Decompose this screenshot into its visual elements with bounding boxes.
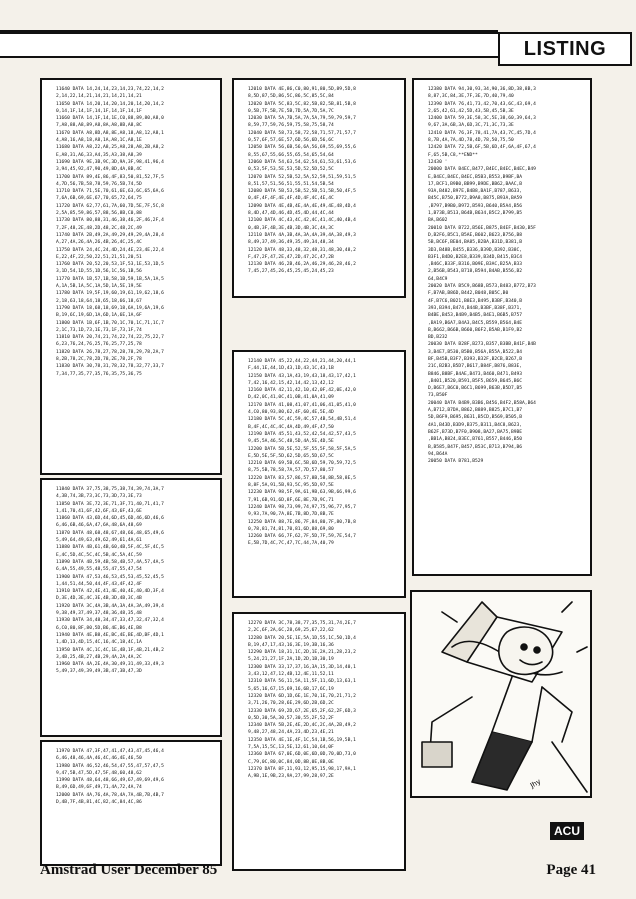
listing-column-6 — [232, 612, 406, 871]
cartoon-drawing — [412, 592, 592, 798]
listing-column-7 — [412, 78, 592, 576]
listing-column-2 — [40, 478, 222, 737]
listing-text-2: 11840 DATA 37,75,38,75,38,74,39,74,3A,7 4,3B,74,3B,73,3C,73,3D,73,3E,73 11850 DATA 3E,72,3E,71,3F,71,40,71,41,7 1,41,70,41,6F,42,6F,43,6F,43,6E 11860 DATA 43,6D,44,6D,45,6D,46,6D,46,6 6,46,6B,46,6A,47,6A,48,6A,48,69 11870 DATA 48,68,48,67,48,66,48,65,49,6 5,49,64,49,63,49,62,49,61,4A,61 11880 DATA 4B,61,4B,60,4B,5F,4C,5F,4C,5 E,4C,5D,4C,5C,4C,5B,4C,5A,4C,59 11890 DATA 4B,59,4B,58,4B,57,4A,57,4A,5 6,4A,55,49,55,48,55,47,55,47,54 11900 DATA 47,53,46,53,45,53,45,52,45,5 1,44,51,44,50,44,4F,43,4F,42,4F 11910 DATA 42,4E,41,4E,40,4E,40,4D,3F,4 D,3E,4D,3E,4C,3E,4B,3D,4B,3C,4B 11920 DATA 3C,4A,3B,4A,3A,4A,3A,49,39,4 9,38,49,37,49,37,48,36,48,35,48 11930 DATA 34,48,34,47,33,47,32,47,32,4 6,C0,80,8F,80,5D,B6,4E,B6,4E,B8 11940 DATA 4E,B8,4E,BC,4E,BE,4D,BF,4D,1 1,4D,13,4D,15,4C,16,4C,18,4C,1A 11950 DATA 4C,1C,4C,1E,4B,1F,4B,21,4B,2 3,4B,25,4B,27,4B,29,4A,2A,4A,2C 11960 DATA 4A,2E,4A,30,49,31,49,33,49,3 5,49,37,49,39,49,3B,47,3B,47,3D — [56, 487, 164, 675]
cartoon-illustration — [410, 590, 592, 798]
listing-text-3: 11970 DATA 47,3F,47,41,47,43,47,45,46,4 6,46,48,46,4A,46,4C,46,4E,46,50 11980 DATA 46,52,46,54,47,55,47,57,47,5 9,47,5B,47,5D,47,5F,48,60,48,62 11990 DATA 48,64,48,66,49,67,49,69,49,6 B,49,6D,49,6F,49,71,4A,72,4A,74 12000 DATA 4A,76,4A,78,4A,7A,4B,7B,4B,7 D,4B,7F,4B,81,4C,82,4C,84,4C,86 — [56, 749, 164, 806]
listing-text-5: 12140 DATA 45,22,44,22,44,21,44,20,44,1 F,44,1E,44,1D,43,1D,43,1C,43,1B 12150 DATA 43,1A,43,19,43,18,43,17,42,1 7,42,16,42,15,42,14,42,13,42,12 12160 DATA 42,11,42,10,42,0F,42,0E,42,0 D,42,0C,41,0C,41,0B,41,0A,41,09 12170 DATA 41,08,41,07,41,06,41,05,41,0 4,C0,80,93,80,62,4F,60,4E,5E,4D 12180 DATA 5C,4C,59,4C,57,4B,54,4B,51,4 B,4F,4C,4C,4C,4A,4D,49,4F,47,50 12190 DATA 45,51,43,52,42,54,42,57,43,5 9,45,5A,46,5C,48,5D,4A,5E,4D,5E 12200 DATA 5B,5E,52,5F,55,5F,58,5F,5A,5 E,5D,5E,5F,5D,62,5D,65,5D,67,5C 12210 DATA 69,5B,6C,5B,6D,59,70,59,72,5 8,75,5B,78,58,7A,57,7D,57,80,57 12220 DATA 83,57,86,57,8B,58,8B,58,8E,5 8,8F,5A,91,5B,93,5C,95,5D,97,5E 12230 DATA 98,5F,9A,61,9B,63,9B,66,99,6 7,91,6B,91,6D,8F,6E,8E,7B,9C,71 12240 DATA 98,73,99,74,97,75,96,77,95,7 9,93,7A,90,7A,8E,7B,8D,7D,8B,7E 12250 DATA 88,7E,86,7F,84,80,7F,80,7B,8 0,78,81,74,81,70,81,6D,88,69,80 12260 DATA 66,7F,62,7F,5D,7F,59,7E,54,7 E,5B,7D,4C,7C,47,7C,44,7A,40,79 — [248, 359, 356, 547]
page-number: Page 41 — [546, 862, 596, 878]
listing-text-7: 12380 DATA 94,30,93,34,90,36,8D,38,8B,3 8,87,3C,84,3E,7F,3E,7D,40,79,40 12390 DATA 76,41,73,42,70,43,6C,43,69,4 2,65,42,61,42,5D,43,5B,45,5B,3E 12400 DATA 59,3E,58,3C,5E,38,60,39,64,3 9,67,3A,6B,3A,6D,3C,71,3C,73,3E 12410 DATA 76,3F,78,41,7A,43,7C,45,7D,4 8,7B,4A,7A,4D,78,4D,78,50,75,50 12420 DATA 72,5B,6F,5B,6D,4F,6A,4F,67,4 F,65,5B,C8,**END** 12430 ' 20000 DATA B4EC,B477,B4EC,B4EC,B4EC,B49 E,B4EC,B4EC,B4EC,B5B3,B553,B9BF,BA 17,BCF1,B9B0,BB99,B9DE,BB62,BAAC,B 93A,B482,B97E,B4B8,BA1F,B787,B633, B45C,B750,B772,B9A8,B875,B93A,BA59 ,B797,B9B0,B972,B593,B640,B5A4,B56 1,B73B,B513,B64B,B634,B5C2,B799,B5 BA,B602 20010 DATA B722,B56E,B875,B4EF,B430,B5F D,B2F6,B5C1,B5AE,B602,B623,B756,B8 5B,BC6F,BE04,BA85,B2BA,B31D,B381,B 3D3,B48B,B455,B336,B39D,B392,B38C, B3F1,B4D0,B2E8,B339,B34D,B415,B3C4 ,B46C,B33F,B316,B09E,B3AC,B25A,B33 2,B56B,B543,B718,B594,B4AB,B556,B2 64,B4C9 20020 DATA B5C9,B68B,B573,B483,B772,B73 F,B7AB,B86D,B442,B048,B05C,B0 4F,B7C6,B021,B8E3,B495,B3BF,B340,B 393,B394,B474,B44B,B3BF,B38F,B371, B4BE,B453,B4B9,B4B5,B4E1,B6B5,B757 ,BA19,B6A7,B4A3,B4C5,B559,B564,B4E B,B662,B66B,B660,B6F2,B5AB,B1F9,B2 BD,B232 20030 DATA B28F,B273,B357,B3BB,B41F,B4B 3,B4E7,B530,B5B0,B56A,B55A,B522,B4 BF,B45B,B3F7,B393,B32F,B2CB,B267,B 21C,B2B3,B5D7,B617,B84F,B876,B83E, B846,B8BF,B4AE,B473,B460,B471,B493 ,B401,B520,B591,B5F5,B659,B645,B6C D,B6E7,B6C0,B6C1,B699,B63B,B5D7,B5 73,B50F 20040 DATA B4B9,B3B6,B456,B4F2,B58A,B64 A,B712,B7DA,B862,B889,B825,B7C1,B7 5D,B6F9,B695,B631,B5CD,B569,B505,B 4A1,B43D,B3D9,B375,B311,B4C8,B623, B62F,B73D,B7F0,B908,BA27,BA75,B9BE ,BB1A,B824,B3EC,B761,B557,B446,B50 B,B585,B47F,B457,B53C,B713,B794,B6 94,B64A 20050 DATA B781,B529 — [428, 87, 536, 465]
magazine-footer: Amstrad User December 85 — [40, 862, 218, 878]
listing-column-5 — [232, 350, 406, 598]
listing-text-4: 12010 DATA 4E,86,C0,80,91,80,5D,89,5D,8 8,5D,87,5D,86,5C,86,5C,85,5C,84 12020 DATA 5C,83,5C,82,5B,82,5B,81,5B,8 0,5B,7F,5B,7E,5B,7D,5A,7D,5A,7C 12030 DATA 5A,7B,5A,7A,5A,79,59,79,59,7 8,59,77,59,76,59,75,58,75,58,74 12040 DATA 58,73,58,72,58,71,57,71,57,7 0,57,6F,57,6E,57,6D,56,6D,56,6C 12050 DATA 56,6B,56,6A,56,69,55,69,55,6 8,55,67,55,66,55,65,54,65,54,64 12060 DATA 54,63,54,62,54,61,53,61,53,6 0,53,5F,53,5E,53,5D,52,5D,52,5C 12070 DATA 52,5B,52,5A,52,59,51,59,51,5 8,51,57,51,56,51,55,51,54,5B,54 12080 DATA 5B,53,5B,52,5B,51,5B,50,4F,5 0,4F,4F,4F,4E,4F,4D,4F,4C,4E,4C 12090 DATA 4E,4B,4E,4A,4E,49,4E,48,4D,4 8,4D,47,4D,46,4D,45,4D,44,4C,44 12100 DATA 4C,43,4C,42,4C,41,4C,40,4B,4 0,4B,3F,4B,3E,4B,3D,4B,3C,4A,3C 12110 DATA 4A,3B,4A,3A,4A,39,4A,38,49,3 8,49,37,49,36,49,35,49,34,48,34 12120 DATA 48,33,48,32,48,31,48,30,48,2 F,47,2F,47,2E,47,2D,47,2C,47,2B 12130 DATA 46,2B,46,2A,46,29,46,28,46,2 7,45,27,45,26,45,25,45,24,45,23 — [248, 87, 356, 275]
section-label: LISTING — [498, 32, 632, 66]
cartoon-signature: Jhy — [529, 777, 543, 790]
listing-column-4 — [232, 78, 406, 298]
listing-column-3 — [40, 740, 222, 866]
publisher-badge: ACU — [550, 822, 584, 840]
listing-text-1: 11640 DATA 14,24,14,23,14,23,74,22,14,2 2,14,22,14,21,14,21,14,21,14,21 11650 DATA 14,20,14,20,14,20,14,20,14,2 0,14,1F,14,1F,14,1F,14,1F,14,1F 11660 DATA 14,1F,14,1E,C0,88,89,80,A8,0 7,A8,88,A8,89,A8,8A,A8,8B,A8,8C 11670 DATA A8,8D,A8,8E,A8,18,A8,12,A8,1 4,A8,16,A8,18,A8,1A,A8,1C,A8,1E 11680 DATA A8,22,A8,25,A8,28,A8,2B,A8,2 E,A8,31,A6,33,A4,35,A3,38,A8,39 11690 DATA 9E,3B,9C,3D,9A,3F,98,41,96,4 3,94,45,92,47,90,49,8D,4A,8B,4C 11700 DATA 89,4E,86,4F,83,50,81,52,7F,5 4,7D,56,7B,58,78,59,76,5B,74,5D 11710 DATA 71,5E,70,61,6E,63,6C,65,6A,6 7,6A,6B,69,6E,67,70,65,72,64,75 11720 DATA 62,77,61,7A,60,7D,5E,7F,5C,8 2,5A,85,59,86,57,88,56,8B,C0,88 11730 DATA 80,88,31,46,38,46,2F,46,2F,4 7,2F,48,2E,48,2D,48,2C,48,2C,49 11740 DATA 2B,49,2A,49,29,49,29,4A,28,4 A,27,4A,26,4A,26,4B,26,4C,25,4C 11750 DATA 24,4C,24,4D,24,4E,23,4E,22,4 E,22,4F,22,50,22,51,21,51,20,51 11760 DATA 20,52,20,53,1F,53,1E,53,1D,5 3,1D,54,1D,55,1D,56,1C,56,1B,56 11770 DATA 1B,57,1B,58,1B,59,1B,5A,1A,5 A,1A,5B,1A,5C,1A,5D,1A,5E,19,5E 11780 DATA 19,5F,19,60,19,61,19,62,18,6 2,18,63,18,64,18,65,18,66,18,67 11790 DATA 18,68,18,69,18,6A,19,6A,19,6 B,19,6C,19,6D,1A,6D,1A,6E,1A,6F 11800 DATA 1B,6F,1B,70,1C,70,1C,71,1C,7 2,1C,73,1D,73,1E,73,1F,73,1F,74 11810 DATA 20,74,21,74,22,74,22,75,22,7 6,23,76,24,76,25,76,25,77,25,78 11820 DATA 26,78,27,78,28,78,29,78,2A,7 8,2B,78,2C,78,2D,78,2E,78,2F,78 11830 DATA 30,78,31,78,32,78,32,77,33,7 7,34,77,35,77,35,76,35,75,36,75 — [56, 87, 164, 377]
listing-text-6: 12270 DATA 3C,78,38,77,35,75,31,74,2E,7 2,2C,6F,2A,6C,28,69,25,67,22,62 12280 DATA 20,5E,1E,5A,1D,55,1C,50,1D,4 B,19,47,17,43,16,3E,19,3B,16,36 12290 DATA 18,31,1C,2D,1E,2A,21,28,23,2 5,24,21,27,1F,2A,1D,2D,1B,30,19 12300 DATA 33,17,37,16,3A,15,3D,14,40,1 3,43,12,47,12,4B,12,4E,11,52,11 12310 DATA 56,11,5A,11,5F,11,6D,13,63,1 5,65,16,67,15,69,16,6B,17,6C,19 12320 DATA 6D,1D,6E,1E,70,1E,70,21,71,2 3,71,26,70,28,6E,29,6D,2B,6D,2C 12330 DATA 69,2D,67,2E,65,2F,62,2F,6D,3 0,5D,30,5A,30,57,30,55,2F,52,2F 12340 DATA 5B,2E,4E,2D,4C,2C,4A,2B,49,2 9,48,27,48,24,4A,23,4D,23,4E,21 12350 DATA 4E,1E,4F,1C,54,1B,56,19,5B,1 7,5A,15,5C,13,5E,12,61,10,64,0F 12360 DATA 67,0E,6D,0E,6D,0D,70,0D,73,0 C,79,0C,80,0C,84,0D,8B,0E,8B,0E 12370 DATA 8F,11,93,12,95,15,98,17,9A,1 A,9B,1E,9B,23,9A,27,99,28,97,2E — [248, 621, 356, 780]
header-rule — [0, 30, 498, 58]
listing-column-1 — [40, 78, 222, 475]
